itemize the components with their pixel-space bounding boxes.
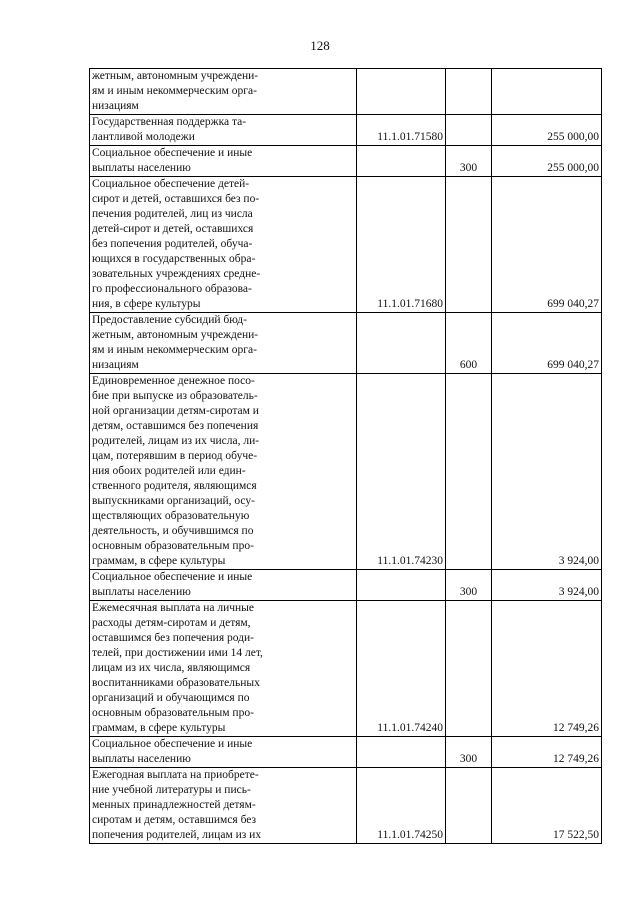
row-name-cell: Социальное обеспечение и иные выплаты населению	[90, 737, 357, 768]
row-name-cell: Социальное обеспечение и иные выплаты населению	[90, 570, 357, 601]
row-code-cell	[357, 737, 446, 768]
row-type-cell	[446, 69, 492, 115]
row-name-cell: Единовременное денежное посо- бие при выпуске из образователь- ной организации детям-сиротам и детям, оставшимся без попечения родителей, лицам из их числа, ли- цам, потерявшим в период обуче- ния обоих родителей или един- ственного родителя, являющимся выпускниками организаций, осу- ществляющих образовательную деятельность, и обучившимся по основным образовательным про- граммам, в сфере культуры	[90, 374, 357, 570]
row-type-cell	[446, 768, 492, 844]
row-code-cell: 11.1.01.71580	[357, 115, 446, 146]
row-amount-cell: 17 522,50	[492, 768, 602, 844]
table-row	[90, 570, 602, 601]
row-type-cell	[446, 115, 492, 146]
row-type-cell	[446, 177, 492, 313]
row-name-cell: Социальное обеспечение детей- сирот и детей, оставшихся без по- печения родителей, лиц из числа детей-сирот и детей, оставшихся без попечения родителей, обуча- ющихся в государственных обра- зовательных учреждениях средне- го профессионального образова- ния, в сфере культуры	[90, 177, 357, 313]
row-amount-cell: 3 924,00	[492, 570, 602, 601]
table-row	[90, 374, 602, 570]
budget-table	[89, 68, 602, 844]
row-code-cell	[357, 146, 446, 177]
row-code-cell: 11.1.01.74240	[357, 601, 446, 737]
table-row	[90, 146, 602, 177]
page-number: 128	[310, 38, 330, 53]
row-name-cell: Предоставление субсидий бюд- жетным, автономным учреждени- ям и иным некоммерческим орга- низациям	[90, 313, 357, 374]
table-row	[90, 601, 602, 737]
row-code-cell	[357, 570, 446, 601]
table-row	[90, 768, 602, 844]
table-row	[90, 177, 602, 313]
row-type-cell: 300	[446, 737, 492, 768]
table-row	[90, 69, 602, 115]
table-row	[90, 737, 602, 768]
row-code-cell: 11.1.01.74230	[357, 374, 446, 570]
row-amount-cell: 699 040,27	[492, 177, 602, 313]
table-row	[90, 115, 602, 146]
row-code-cell	[357, 313, 446, 374]
row-type-cell	[446, 374, 492, 570]
row-amount-cell: 255 000,00	[492, 146, 602, 177]
row-amount-cell: 699 040,27	[492, 313, 602, 374]
row-name-cell: жетным, автономным учреждени- ям и иным некоммерческим орга- низациям	[90, 69, 357, 115]
row-code-cell: 11.1.01.71680	[357, 177, 446, 313]
row-name-cell: Ежегодная выплата на приобрете- ние учебной литературы и пись- менных принадлежностей детям- сиротам и детям, оставшимся без попечения родителей, лицам из их	[90, 768, 357, 844]
row-name-cell: Государственная поддержка та- лантливой молодежи	[90, 115, 357, 146]
row-amount-cell: 3 924,00	[492, 374, 602, 570]
row-name-cell: Социальное обеспечение и иные выплаты населению	[90, 146, 357, 177]
table-row	[90, 313, 602, 374]
row-type-cell	[446, 601, 492, 737]
row-amount-cell: 12 749,26	[492, 737, 602, 768]
row-type-cell: 300	[446, 146, 492, 177]
row-amount-cell: 12 749,26	[492, 601, 602, 737]
row-code-cell	[357, 69, 446, 115]
row-type-cell: 600	[446, 313, 492, 374]
row-amount-cell	[492, 69, 602, 115]
row-type-cell: 300	[446, 570, 492, 601]
row-amount-cell: 255 000,00	[492, 115, 602, 146]
row-code-cell: 11.1.01.74250	[357, 768, 446, 844]
row-name-cell: Ежемесячная выплата на личные расходы детям-сиротам и детям, оставшимся без попечения роди- телей, при достижении ими 14 лет, лицам из их числа, являющимся воспитанниками образовательных организаций и обучающимся по основным образовательным про- граммам, в сфере культуры	[90, 601, 357, 737]
